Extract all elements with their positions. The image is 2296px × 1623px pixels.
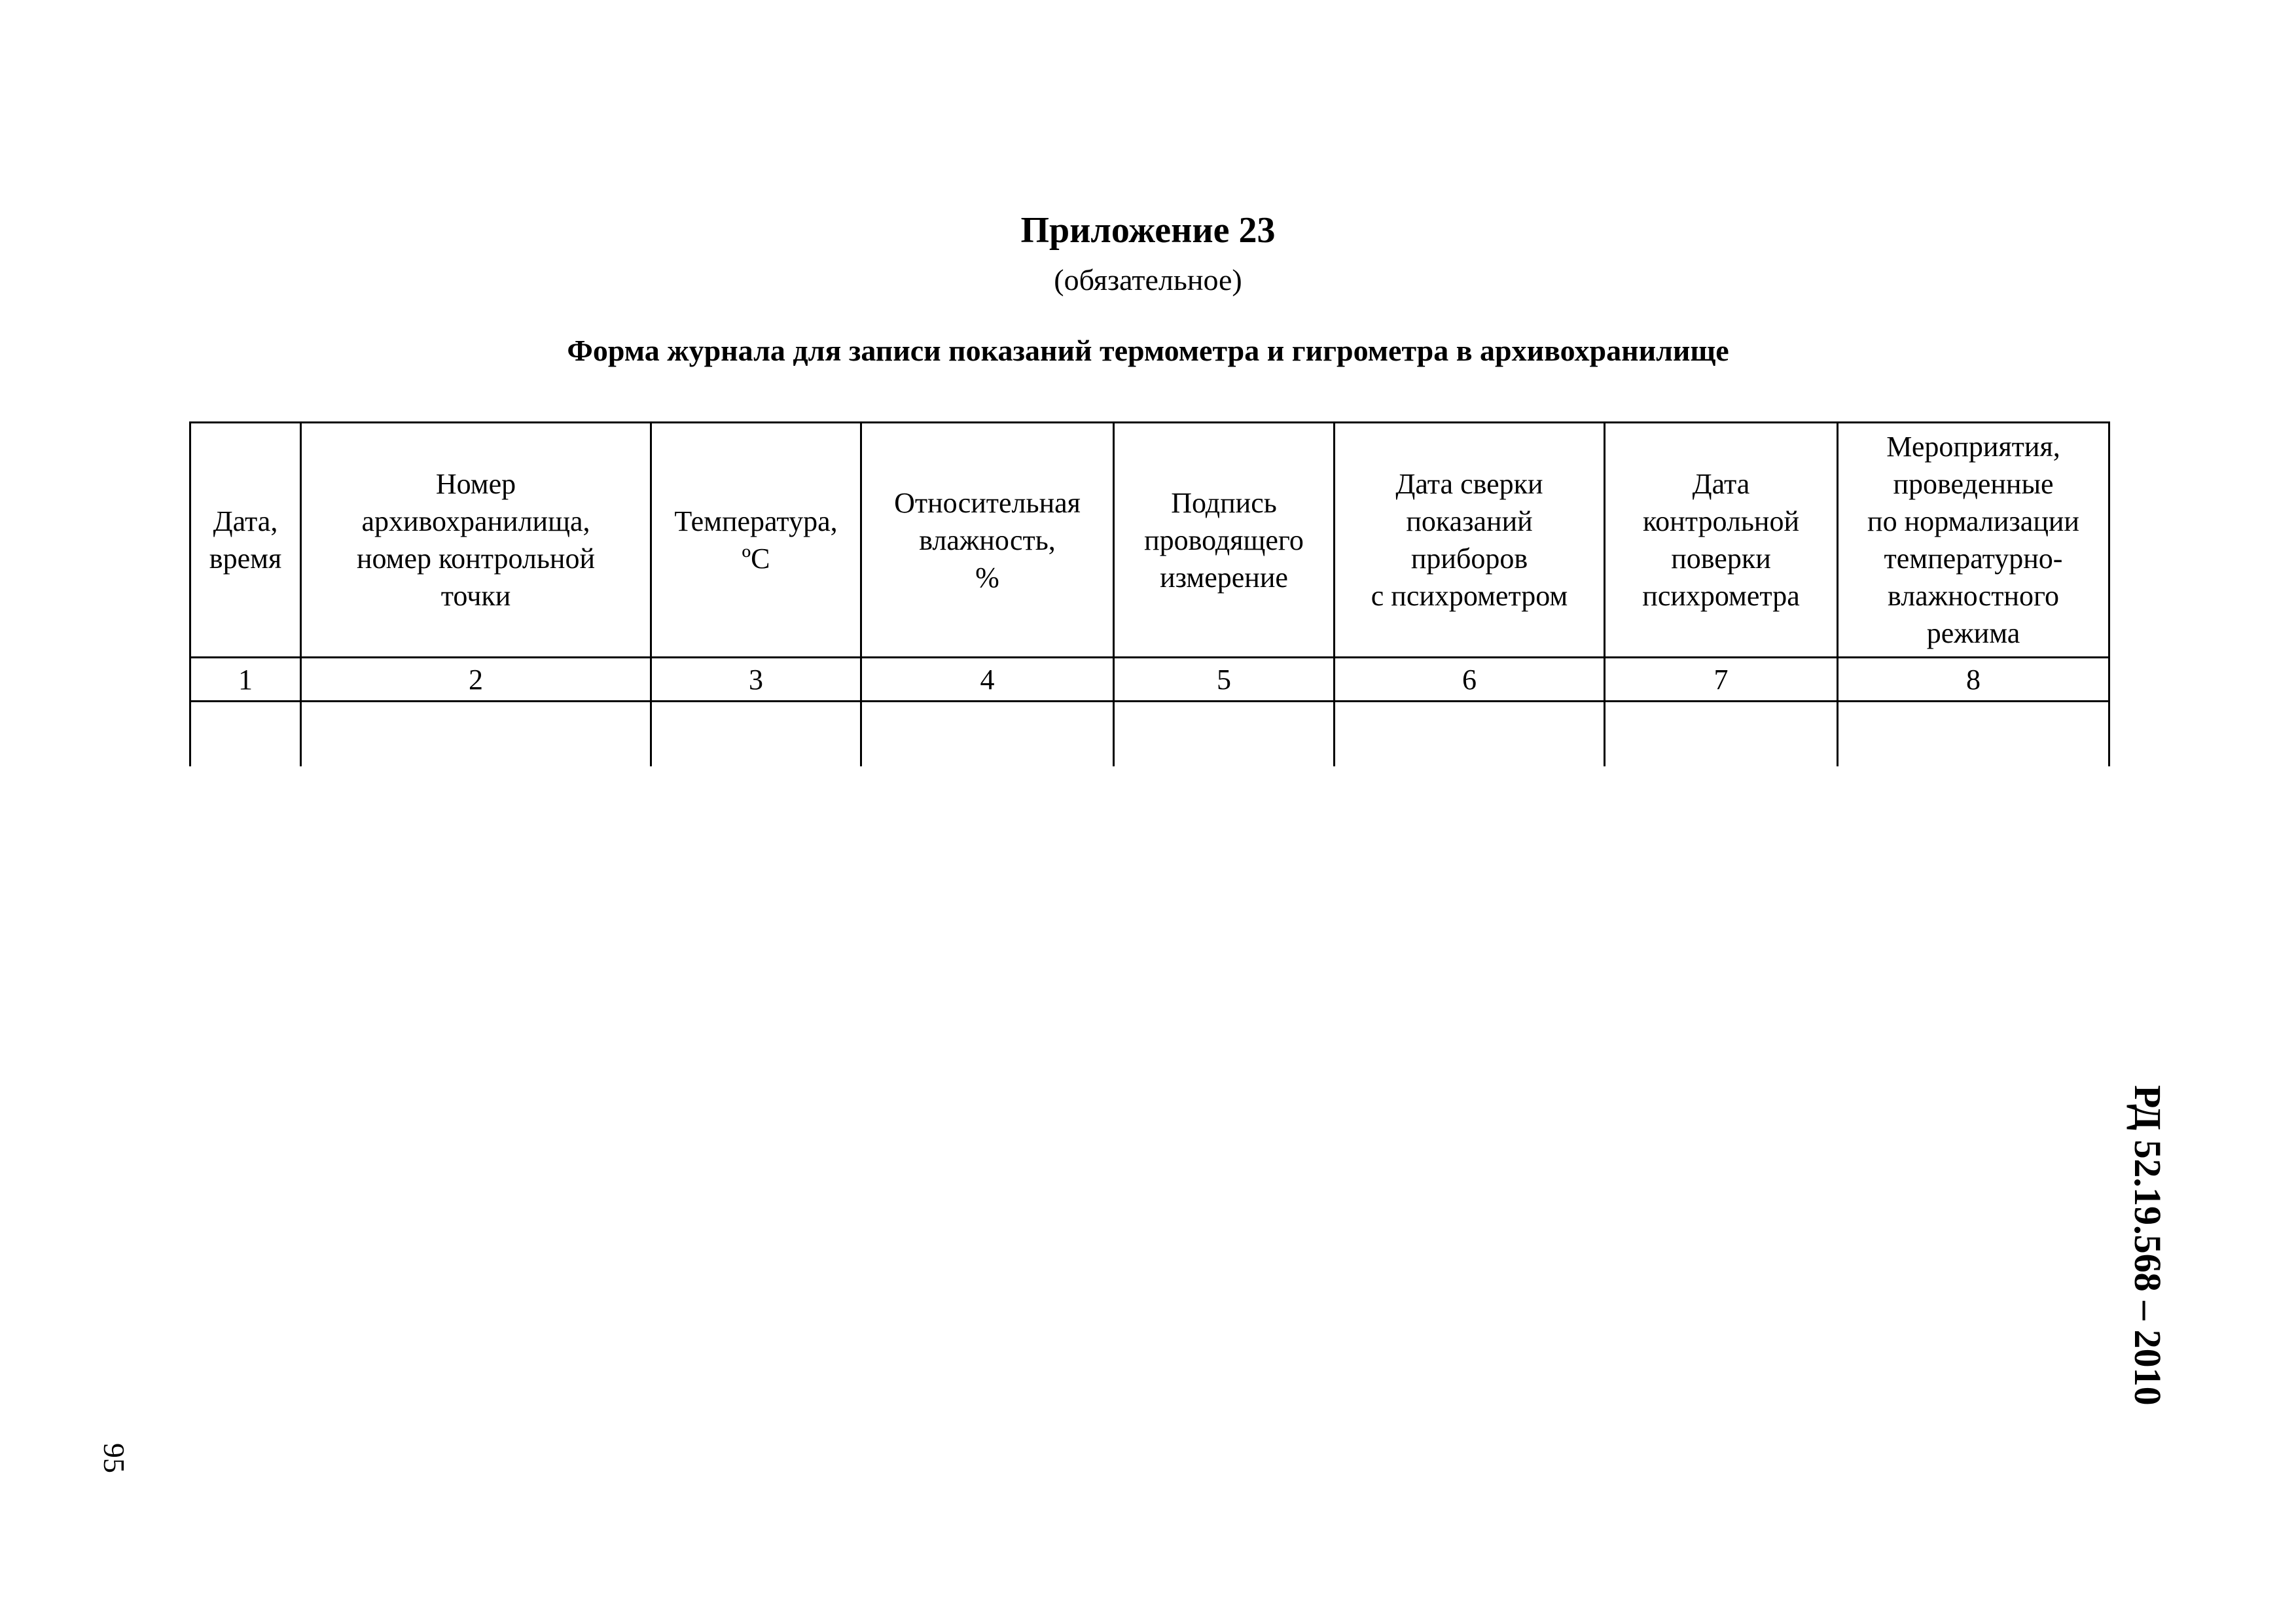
column-header: Подпись проводящего измерение <box>1114 423 1335 658</box>
appendix-subtitle: (обязательное) <box>1054 263 1242 296</box>
column-number-row <box>190 658 2109 702</box>
column-number: 7 <box>1605 658 1838 702</box>
empty-cell <box>1335 702 1605 767</box>
column-number: 8 <box>1838 658 2109 702</box>
empty-cell <box>1838 702 2109 767</box>
column-header: Дата сверки показаний приборов с психрометром <box>1335 423 1605 658</box>
empty-cell <box>861 702 1114 767</box>
column-number: 2 <box>301 658 651 702</box>
page-number: 95 <box>98 1443 131 1473</box>
empty-cell <box>1114 702 1335 767</box>
appendix-title: Приложение 23 <box>1020 210 1276 251</box>
column-header: Номер архивохранилища, номер контрольной точки <box>301 423 651 658</box>
column-header: Относительная влажность, % <box>861 423 1114 658</box>
column-header: Температура, ºС <box>651 423 861 658</box>
empty-entry-row <box>190 702 2109 767</box>
column-number: 6 <box>1335 658 1605 702</box>
empty-cell <box>651 702 861 767</box>
empty-cell <box>301 702 651 767</box>
column-header: Дата, время <box>190 423 301 658</box>
column-header: Мероприятия, проведенные по нормализации температурно- влажностного режима <box>1838 423 2109 658</box>
column-number: 4 <box>861 658 1114 702</box>
column-number: 1 <box>190 658 301 702</box>
form-title: Форма журнала для записи показаний термометра и гигрометра в архивохранилище <box>567 334 1729 367</box>
document-code: РД 52.19.568 – 2010 <box>2126 1085 2169 1406</box>
column-number: 3 <box>651 658 861 702</box>
journal-table <box>189 421 2110 766</box>
empty-cell <box>190 702 301 767</box>
table-header-row <box>190 423 2109 658</box>
empty-cell <box>1605 702 1838 767</box>
column-number: 5 <box>1114 658 1335 702</box>
column-header: Дата контрольной поверки психрометра <box>1605 423 1838 658</box>
